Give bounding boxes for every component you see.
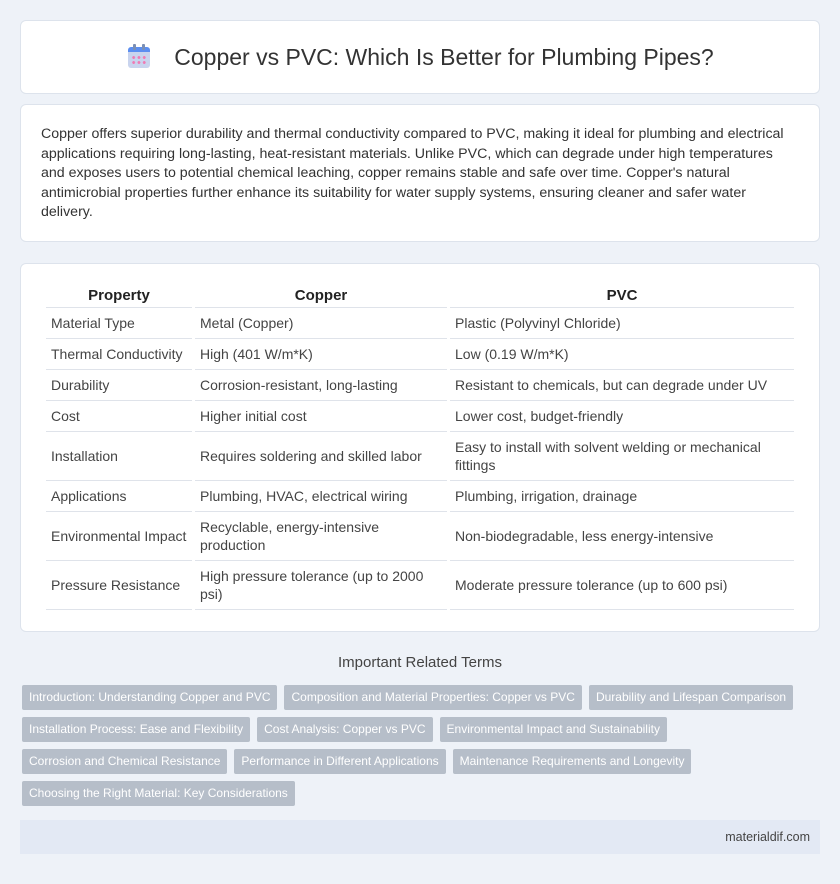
table-row: [46, 512, 794, 561]
table-row: [46, 432, 794, 481]
cell-property: Pressure Resistance: [46, 561, 192, 610]
cell-pvc: Moderate pressure tolerance (up to 600 psi): [450, 561, 794, 610]
title-card: [20, 20, 820, 94]
cell-property: Cost: [46, 401, 192, 432]
summary-card: [20, 104, 820, 242]
footer-site[interactable]: materialdif.com: [725, 830, 810, 844]
page-title-text: Copper vs PVC: Which Is Better for Plumbing Pipes?: [174, 43, 714, 70]
cell-property: Installation: [46, 432, 192, 481]
comparison-table-card: [20, 263, 820, 632]
comparison-table: [43, 284, 797, 610]
related-terms-title: Important Related Terms: [338, 654, 502, 671]
header-copper: Copper: [195, 284, 447, 308]
cell-pvc: Plastic (Polyvinyl Chloride): [450, 308, 794, 339]
cell-property: Applications: [46, 481, 192, 512]
cell-pvc: Resistant to chemicals, but can degrade under UV: [450, 370, 794, 401]
related-terms-list: [22, 685, 822, 813]
header-property: Property: [46, 284, 192, 308]
table-row: [46, 561, 794, 610]
summary-text: Copper offers superior durability and thermal conductivity compared to PVC, making it ideal for plumbing and electrical applications requiring long-lasting, heat-resistant materials. Unlike PVC, which can degrade under high temperatures and exposes users to potential chemical leaching, copper remains stable and safe over time. Copper's natural antimicrobial properties further enhance its suitability for water supply systems, ensuring cleaner and safer water delivery.: [41, 126, 784, 220]
related-term-tag[interactable]: Choosing the Right Material: Key Considerations: [22, 781, 295, 806]
cell-copper: High (401 W/m*K): [195, 339, 447, 370]
cell-pvc: Non-biodegradable, less energy-intensive: [450, 512, 794, 561]
cell-copper: Requires soldering and skilled labor: [195, 432, 447, 481]
cell-pvc: Low (0.19 W/m*K): [450, 339, 794, 370]
related-term-tag[interactable]: Performance in Different Applications: [234, 749, 445, 774]
table-row: [46, 308, 794, 339]
table-row: [46, 339, 794, 370]
related-term-tag[interactable]: Corrosion and Chemical Resistance: [22, 749, 227, 774]
cell-pvc: Easy to install with solvent welding or mechanical fittings: [450, 432, 794, 481]
cell-pvc: Lower cost, budget-friendly: [450, 401, 794, 432]
related-term-tag[interactable]: Environmental Impact and Sustainability: [440, 717, 667, 742]
cell-property: Durability: [46, 370, 192, 401]
related-term-tag[interactable]: Introduction: Understanding Copper and PVC: [22, 685, 277, 710]
related-term-tag[interactable]: Composition and Material Properties: Copper vs PVC: [284, 685, 581, 710]
cell-copper: High pressure tolerance (up to 2000 psi): [195, 561, 447, 610]
related-term-tag[interactable]: Installation Process: Ease and Flexibility: [22, 717, 250, 742]
table-row: [46, 370, 794, 401]
related-term-tag[interactable]: Maintenance Requirements and Longevity: [453, 749, 692, 774]
cell-pvc: Plumbing, irrigation, drainage: [450, 481, 794, 512]
cell-property: Material Type: [46, 308, 192, 339]
cell-property: Thermal Conductivity: [46, 339, 192, 370]
table-row: [46, 481, 794, 512]
footer: [20, 820, 820, 854]
table-row: [46, 401, 794, 432]
table-header-row: [46, 284, 794, 308]
cell-copper: Recyclable, energy-intensive production: [195, 512, 447, 561]
page-title: [126, 44, 713, 71]
related-term-tag[interactable]: Durability and Lifespan Comparison: [589, 685, 793, 710]
related-term-tag[interactable]: Cost Analysis: Copper vs PVC: [257, 717, 432, 742]
cell-property: Environmental Impact: [46, 512, 192, 561]
cell-copper: Corrosion-resistant, long-lasting: [195, 370, 447, 401]
cell-copper: Plumbing, HVAC, electrical wiring: [195, 481, 447, 512]
cell-copper: Metal (Copper): [195, 308, 447, 339]
header-pvc: PVC: [450, 284, 794, 308]
calendar-icon: [126, 44, 152, 70]
cell-copper: Higher initial cost: [195, 401, 447, 432]
